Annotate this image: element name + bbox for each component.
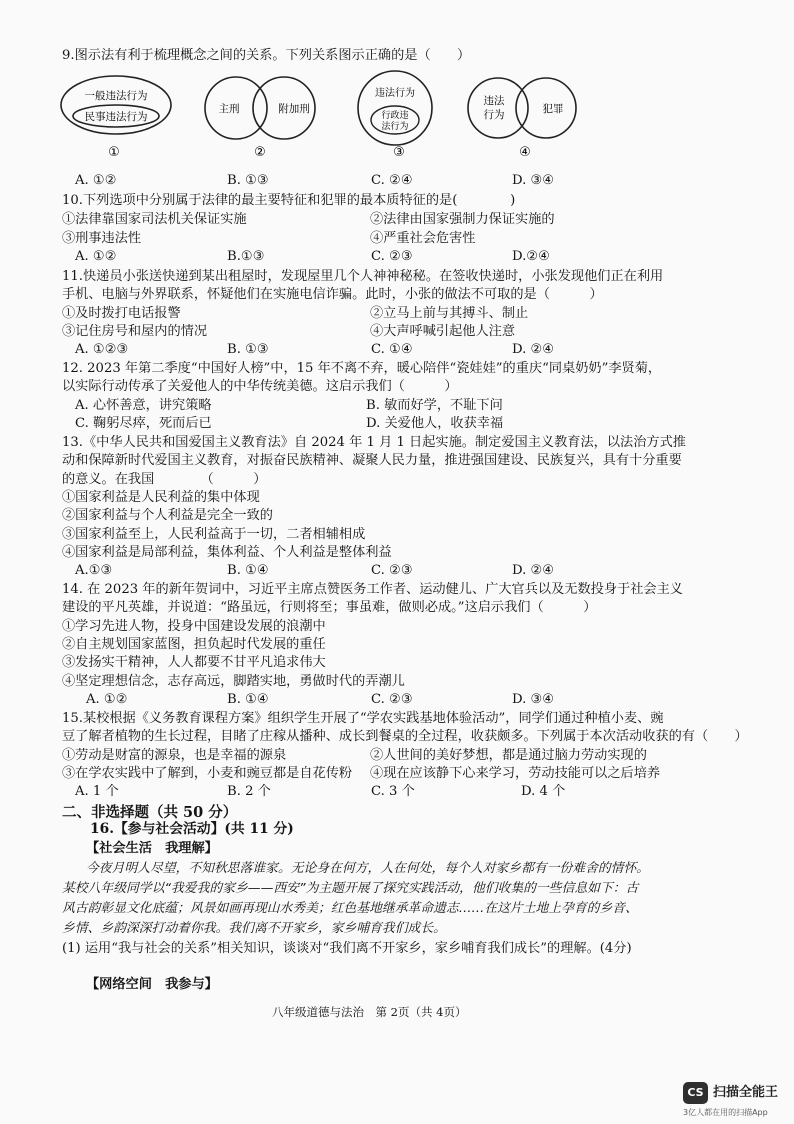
- q9-option-d: D. ③④: [512, 173, 555, 188]
- d3-inner2: 法行为: [381, 122, 409, 132]
- q9-option-b: B. ①③: [227, 173, 269, 188]
- q16-subheading-2: 【网络空间 我参与】: [86, 977, 218, 992]
- q12-option-a: A. 心怀善意，讲究策略: [75, 398, 212, 413]
- d2-right: 附加刑: [278, 103, 310, 115]
- camscanner-logo-icon: CS: [683, 1082, 708, 1104]
- section-2-heading: 二、非选择题（共 50 分）: [62, 804, 238, 821]
- q15-option-c: C. 3 个: [371, 784, 415, 799]
- d2-num: ②: [254, 145, 266, 160]
- q13-option-a: A.①③: [75, 563, 113, 578]
- q11-option-d: D. ②④: [512, 342, 555, 357]
- q13-line-2: 动和保障新时代爱国主义教育，对振奋民族精神、凝聚人民力量，推进强国建设、民族复兴，具有十分重要: [62, 453, 682, 468]
- diagram-4: [468, 78, 576, 138]
- q10-item-3: ③刑事违法性: [62, 231, 142, 246]
- q16-para-1: 今夜月明人尽望，不知秋思落谁家。无论身在何方，人在何处，每个人对家乡都有一份难舍的情怀。: [86, 861, 650, 876]
- diagram-2: [205, 77, 315, 139]
- q13-item-4: ④国家利益是局部利益，集体利益、个人利益是整体利益: [62, 545, 392, 560]
- q10-option-b: B.①③: [227, 249, 265, 264]
- q15-line-1: 15.某校根据《义务教育课程方案》组织学生开展了“学农实践基地体验活动”，同学们通过种植小麦、豌: [62, 711, 664, 726]
- d2-left: 主刑: [218, 103, 240, 115]
- d3-num: ③: [393, 145, 405, 160]
- q11-item-2: ②立马上前与其搏斗、制止: [370, 306, 529, 321]
- q10-item-4: ④严重社会危害性: [370, 231, 476, 246]
- q15-option-d: D. 4 个: [521, 784, 566, 799]
- q14-option-d: D. ③④: [512, 692, 555, 707]
- q11-line-1: 11.快递员小张送快递到某出租屋时，发现屋里几个人神神秘秘。在签收快递时，小张发现他们正在利用: [62, 269, 664, 284]
- q15-item-1: ①劳动是财富的源泉，也是幸福的源泉: [62, 748, 287, 763]
- q13-line-1: 13.《中华人民共和国爱国主义教育法》自 2024 年 1 月 1 日起实施。制定爱国主义教育法，以法治方式推: [62, 435, 686, 450]
- q15-option-a: A. 1 个: [75, 784, 119, 799]
- q10-item-2: ②法律由国家强制力保证实施的: [370, 212, 555, 227]
- q15-item-3: ③在学农实践中了解到，小麦和豌豆都是自花传粉: [62, 766, 353, 781]
- q9-stem: 9.图示法有利于梳理概念之间的关系。下列关系图示正确的是（ ）: [62, 48, 471, 63]
- q14-item-2: ②自主规划国家蓝图，担负起时代发展的重任: [62, 637, 326, 652]
- d4-num: ④: [519, 145, 531, 160]
- d4-left1: 违法: [483, 95, 505, 107]
- q11-option-c: C. ①④: [371, 342, 413, 357]
- q14-line-1: 14. 在 2023 年的新年贺词中，习近平主席点赞医务工作者、运动健儿、广大官兵以及无数投身于社会主义: [62, 582, 683, 597]
- q12-option-c: C. 鞠躬尽瘁，死而后已: [75, 416, 212, 431]
- d3-outer: 违法行为: [375, 88, 415, 99]
- q10-option-d: D.②④: [512, 249, 550, 264]
- q11-option-a: A. ①②③: [75, 342, 129, 357]
- q16-question-1: (1) 运用“我与社会的关系”相关知识，谈谈对“我们离不开家乡，家乡哺育我们成长”的理解。(4分): [62, 941, 632, 956]
- q14-item-3: ③发扬实干精神，人人都要不甘平凡追求伟大: [62, 655, 326, 670]
- q12-option-b: B. 敏而好学，不耻下问: [366, 398, 503, 413]
- q9-diagrams: [58, 70, 618, 162]
- d1-outer: 一般违法行为: [84, 90, 148, 102]
- q12-option-d: D. 关爱他人，收获幸福: [366, 416, 504, 431]
- q13-option-b: B. ①④: [227, 563, 269, 578]
- q10-option-a: A. ①②: [75, 249, 117, 264]
- q14-option-c: C. ②③: [371, 692, 413, 707]
- q13-option-d: D. ②④: [512, 563, 555, 578]
- q15-line-2: 豆了解者植物的生长过程，目睹了庄稼从播种、成长到餐桌的全过程，收获颇多。下列属于本次活动收获的有（ ）: [62, 729, 748, 744]
- d4-right: 犯罪: [542, 103, 564, 115]
- q14-option-a: A. ①②: [86, 692, 128, 707]
- q9-option-c: C. ②④: [371, 173, 413, 188]
- q16-subheading-1: 【社会生活 我理解】: [86, 841, 218, 856]
- q11-line-2: 手机、电脑与外界联系，怀疑他们在实施电信诈骗。此时，小张的做法不可取的是（ ）: [62, 287, 603, 302]
- q16-para-2: 某校八年级同学以“我爱我的家乡——西安”为主题开展了探究实践活动，他们收集的一些信息如下：古: [62, 881, 639, 896]
- q16-title: 16.【参与社会活动】(共 11 分): [90, 821, 294, 837]
- q10-option-c: C. ②③: [371, 249, 413, 264]
- q13-item-2: ②国家利益与个人利益是完全一致的: [62, 508, 273, 523]
- q13-item-1: ①国家利益是人民利益的集中体现: [62, 490, 260, 505]
- diagram-1: [61, 76, 171, 134]
- d1-num: ①: [108, 145, 120, 160]
- q11-option-b: B. ①③: [227, 342, 269, 357]
- q15-item-2: ②人世间的美好梦想，都是通过脑力劳动实现的: [370, 748, 647, 763]
- q14-item-4: ④坚定理想信念，志存高远，脚踏实地，勇做时代的弄潮儿: [62, 674, 405, 689]
- q16-para-4: 乡情、乡韵深深打动着你我。我们离不开家乡，家乡哺育我们成长。: [62, 921, 446, 936]
- d1-inner: 民事违法行为: [84, 111, 148, 123]
- d3-inner1: 行政违: [381, 111, 409, 121]
- d4-left2: 行为: [483, 109, 505, 121]
- q11-item-3: ③记住房号和屋内的情况: [62, 324, 208, 339]
- q13-line-3: 的意义。在我国 （ ）: [62, 472, 267, 487]
- q12-line-2: 以实际行动传承了关爱他人的中华传统美德。这启示我们（ ）: [62, 379, 458, 394]
- q13-item-3: ③国家利益至上，人民利益高于一切，二者相辅相成: [62, 527, 366, 542]
- q15-item-4: ④现在应该静下心来学习，劳动技能可以之后培养: [370, 766, 661, 781]
- diagram-3: [358, 71, 432, 145]
- q10-item-1: ①法律靠国家司法机关保证实施: [62, 212, 247, 227]
- q10-stem: 10.下列选项中分别属于法律的最主要特征和犯罪的最本质特征的是( ): [62, 193, 516, 208]
- q13-option-c: C. ②③: [371, 563, 413, 578]
- q12-line-1: 12. 2023 年第二季度“中国好人榜”中，15 年不离不弃，暖心陪伴“瓷娃娃”的重庆“同桌奶奶”李贤菊，: [62, 361, 662, 376]
- q16-para-3: 风古韵彰显文化底蕴；风景如画再现山水秀美；红色基地继承革命遗志……在这片土地上孕育的乡音、: [62, 901, 638, 916]
- q14-option-b: B. ①④: [227, 692, 269, 707]
- camscanner-slogan: 3亿人都在用的扫描App: [683, 1108, 768, 1117]
- q14-line-2: 建设的平凡英雄，并说道：“路虽远，行则将至；事虽难，做则必成。”这启示我们（ ）: [62, 600, 597, 615]
- camscanner-name: 扫描全能王: [713, 1085, 779, 1100]
- q9-option-a: A. ①②: [75, 173, 117, 188]
- q11-item-1: ①及时拨打电话报警: [62, 306, 181, 321]
- page-footer: 八年级道德与法治 第 2页（共 4页）: [272, 1005, 467, 1019]
- q14-item-1: ①学习先进人物，投身中国建设发展的浪潮中: [62, 619, 326, 634]
- q15-option-b: B. 2 个: [227, 784, 271, 799]
- q11-item-4: ④大声呼喊引起他人注意: [370, 324, 516, 339]
